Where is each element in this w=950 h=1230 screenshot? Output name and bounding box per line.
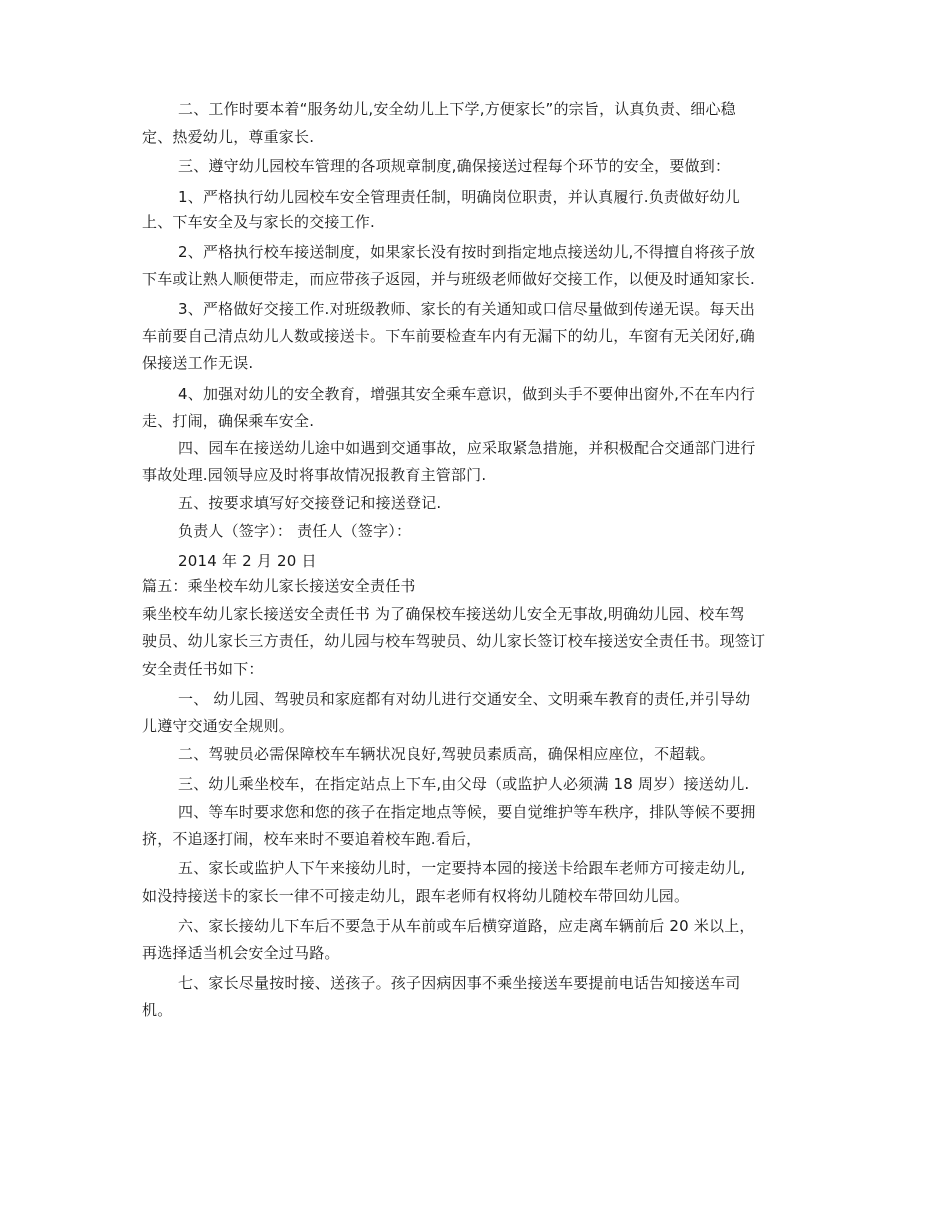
paragraph-line: 驶员、幼儿家长三方责任，幼儿园与校车驾驶员、幼儿家长签订校车接送安全责任书。现签订 — [142, 632, 766, 650]
paragraph-line: 机。 — [142, 1001, 173, 1019]
paragraph-line: 儿遵守交通安全规则。 — [142, 717, 295, 735]
paragraph-line: 三、幼儿乘坐校车，在指定站点上下车,由父母（或监护人必须满 18 周岁）接送幼儿. — [178, 775, 750, 793]
paragraph-line: 六、家长接幼儿下车后不要急于从车前或车后横穿道路，应走离车辆前后 20 米以上， — [178, 917, 755, 935]
paragraph-line: 如没持接送卡的家长一律不可接走幼儿，跟车老师有权将幼儿随校车带回幼儿园。 — [142, 887, 690, 905]
paragraph-line: 定、热爱幼儿，尊重家长. — [142, 128, 315, 146]
paragraph-line: 上、下车安全及与家长的交接工作. — [142, 213, 375, 231]
paragraph-line: 下车或让熟人顺便带走，而应带孩子返园，并与班级老师做好交接工作，以便及时通知家长. — [142, 270, 755, 288]
paragraph-line: 四、园车在接送幼儿途中如遇到交通事故，应采取紧急措施，并积极配合交通部门进行 — [178, 439, 756, 457]
signature-line: 负责人（签字）： 责任人（签字）： — [178, 522, 412, 540]
paragraph-line: 一、 幼儿园、驾驶员和家庭都有对幼儿进行交通安全、文明乘车教育的责任,并引导幼 — [178, 690, 751, 708]
paragraph-line: 4、加强对幼儿的安全教育，增强其安全乘车意识，做到头手不要伸出窗外,不在车内行 — [178, 385, 756, 403]
date-line: 2014 年 2 月 20 日 — [178, 552, 317, 570]
paragraph-line: 二、驾驶员必需保障校车车辆状况良好,驾驶员素质高，确保相应座位，不超载。 — [178, 745, 715, 763]
paragraph-line: 1、严格执行幼儿园校车安全管理责任制，明确岗位职责，并认真履行.负责做好幼儿 — [178, 188, 740, 206]
paragraph-line: 走、打闹，确保乘车安全. — [142, 412, 315, 430]
paragraph-line: 四、等车时要求您和您的孩子在指定地点等候，要自觉维护等车秩序，排队等候不要拥 — [178, 803, 756, 821]
paragraph-line: 安全责任书如下： — [142, 660, 264, 678]
paragraph-line: 五、按要求填写好交接登记和接送登记. — [178, 494, 442, 512]
paragraph-line: 车前要自己清点幼儿人数或接送卡。下车前要检查车内有无漏下的幼儿，车窗有无关闭好,确 — [142, 327, 755, 345]
paragraph-line: 事故处理.园领导应及时将事故情况报教育主管部门. — [142, 466, 487, 484]
paragraph-line: 七、家长尽量按时接、送孩子。孩子因病因事不乘坐接送车要提前电话告知接送车司 — [178, 974, 741, 992]
paragraph-line: 3、严格做好交接工作.对班级教师、家长的有关通知或口信尽量做到传递无误。每天出 — [178, 300, 756, 318]
paragraph-line: 保接送工作无误. — [142, 354, 254, 372]
paragraph-line: 五、家长或监护人下午来接幼儿时，一定要持本园的接送卡给跟车老师方可接走幼儿, — [178, 859, 746, 877]
paragraph-line: 二、工作时要本着“服务幼儿,安全幼儿上下学,方便家长”的宗旨，认真负责、细心稳 — [178, 100, 736, 118]
paragraph-line: 三、遵守幼儿园校车管理的各项规章制度,确保接送过程每个环节的安全，要做到： — [178, 157, 731, 175]
section-title: 篇五：乘坐校车幼儿家长接送安全责任书 — [142, 577, 416, 595]
paragraph-line: 乘坐校车幼儿家长接送安全责任书 为了确保校车接送幼儿安全无事故,明确幼儿园、校车驾 — [142, 605, 745, 623]
paragraph-line: 再选择适当机会安全过马路。 — [142, 944, 340, 962]
paragraph-line: 挤，不追逐打闹，校车来时不要追着校车跑.看后， — [142, 830, 482, 848]
paragraph-line: 2、严格执行校车接送制度，如果家长没有按时到指定地点接送幼儿,不得擅自将孩子放 — [178, 243, 756, 261]
